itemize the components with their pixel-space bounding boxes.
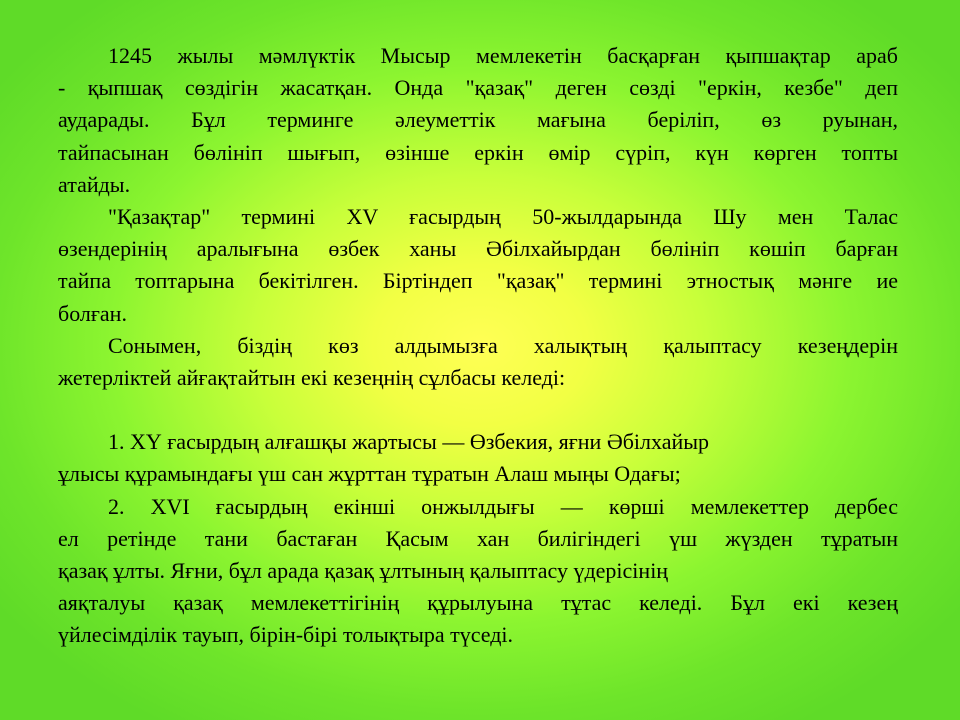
text-line: жетерліктей айғақтайтын екі кезеңнің сұлбасы келеді: [58,364,566,390]
text-line: Сонымен, біздің көз алдымызға халықтың қалыптасу кезеңдерін [108,332,898,358]
text-line: қазақ ұлты. Яғни, бұл арада қазақ ұлтының қалыптасу үдерісінің [58,558,669,583]
text-line: ұлысы құрамындағы үш сан жұрттан тұратын Алаш мыңы Одағы; [58,461,681,487]
text-line: өзендерінің аралығына өзбек ханы Әбілхайырдан бөлініп көшіп барған [58,236,898,262]
text-line: тайпасынан бөлініп шығып, өзінше еркін өмір сүріп, күн көрген топты [58,139,898,165]
blank-line [58,394,898,426]
text-line: болған. [58,300,127,326]
slide-text-body [58,40,898,652]
text-line: 1. ХҮ ғасырдың алғашқы жартысы — Өзбекия, яғни Әбілхайыр [108,429,710,455]
text-line: тайпа топтарына бекітілген. Біртіндеп "қазақ" термині этностық мәнге ие [58,268,898,294]
text-line: "Қазақтар" термині XV ғасырдың 50-жылдарында Шу мен Талас [108,203,898,229]
text-line: 1245 жылы мәмлүктік Мысыр мемлекетін басқарған қыпшақтар араб [108,43,898,68]
paragraph-4-list-item-1 [58,426,898,490]
text-line: ел ретінде тани бастаған Қасым хан билігіндегі үш жүзден тұратын [58,525,898,551]
paragraph-5-list-item-2 [58,491,898,652]
paragraph-2 [58,201,898,330]
paragraph-3 [58,330,898,394]
paragraph-1 [58,40,898,201]
text-line: 2. XVI ғасырдың екінші онжылдығы — көрші мемлекеттер дербес [108,493,898,519]
text-line: - қыпшақ сөздігін жасатқан. Онда "қазақ" деген сөзді "еркін, кезбе" деп [58,75,898,101]
text-line: аяқталуы қазақ мемлекеттігінің құрылуына тұтас келеді. Бұл екі кезең [58,590,898,616]
text-line: атайды. [58,171,131,197]
text-line: аударады. Бұл терминге әлеуметтік мағына беріліп, өз руынан, [58,107,898,133]
text-line: үйлесімділік тауып, бірін-бірі толықтыра түседі. [58,622,514,648]
